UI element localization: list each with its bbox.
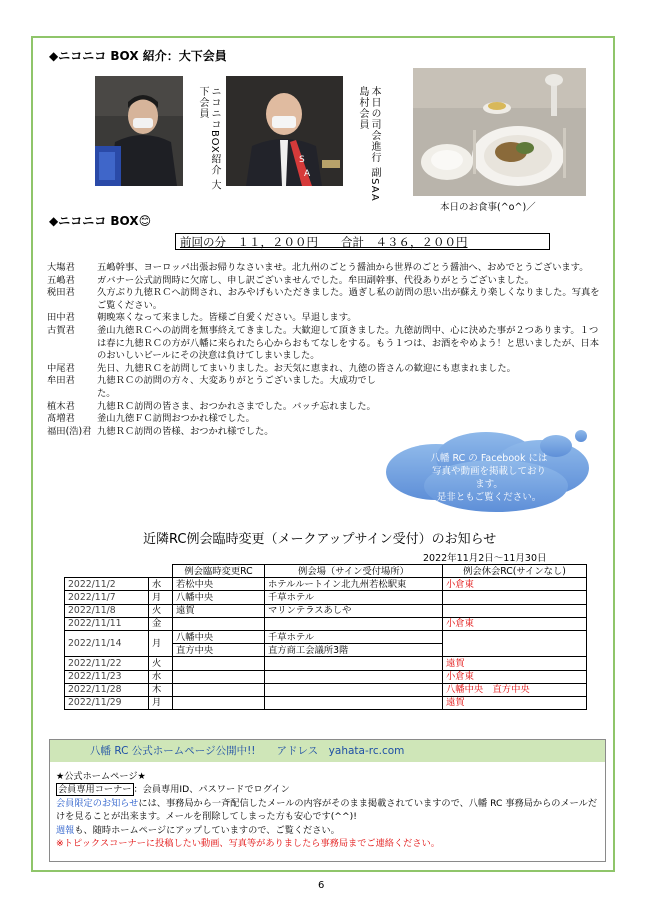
closed-cell: 小倉東 <box>443 670 587 683</box>
message-item <box>47 325 607 363</box>
dow-cell: 水 <box>149 578 173 591</box>
date-cell: 2022/11/2 <box>65 578 149 591</box>
facebook-cloud-text <box>405 452 573 504</box>
message-text: 朝晩寒くなって来ました。皆様ご自愛ください。早退します。 <box>97 312 357 324</box>
venue-cell <box>265 617 443 630</box>
message-item <box>47 363 607 376</box>
homepage-heading: ★公式ホームページ★ <box>56 771 146 782</box>
photo-meal <box>413 68 586 196</box>
homepage-box <box>49 739 606 862</box>
message-text: 九徳ＲＣ訪問の皆様、おつかれ様でした。 <box>97 425 274 437</box>
table-row <box>65 670 587 683</box>
members-corner-label: 会員専用コーナー <box>58 784 132 796</box>
svg-text:S: S <box>299 155 305 165</box>
venue-cell: マリンテラスあしや <box>265 604 443 617</box>
limited-notice-line <box>56 797 599 824</box>
message-name: 田中君 <box>47 312 75 324</box>
members-corner-text: ：会員専用ID、パスワードでログイン <box>133 784 290 796</box>
cloud-line: 写真や動画を掲載しており <box>431 466 546 477</box>
header-cell: 例会臨時変更RC <box>173 565 265 578</box>
venue-cell <box>265 670 443 683</box>
dow-cell: 月 <box>149 696 173 709</box>
message-text: 釜山九徳ＦＣ訪問おつかれ様でした。 <box>97 413 255 425</box>
closed-cell: 小倉東 <box>443 578 587 591</box>
message-text: 釜山九徳ＲＣへの訪問を無事終えてきました。大歓迎して頂きました。九徳訪問中、心に決めた事が２つあります。１つは春に九徳ＲＣの方が八幡に来られたら心からおもてなしをする。もう１つは、お酒をやめよう！と思いましたが、日本のおいしいビールにその決意は負けてしまいました。 <box>97 324 600 362</box>
caption-meal: 本日のお食事(^o^)／ <box>440 202 536 213</box>
venue-cell: 直方商工会議所3階 <box>265 644 443 657</box>
table-header-row <box>65 565 587 578</box>
cloud-line: 是非ともご覧ください。 <box>436 492 542 503</box>
dow-cell: 月 <box>149 591 173 604</box>
svg-text:A: A <box>304 169 311 179</box>
venue-cell: ホテルルートイン北九州若松駅東 <box>265 578 443 591</box>
message-name: 大塲君 <box>47 262 75 273</box>
message-name: 髙増君 <box>47 413 75 425</box>
closed-cell <box>443 630 587 656</box>
table-row <box>65 604 587 617</box>
message-item <box>47 375 377 400</box>
message-list <box>47 262 607 438</box>
venue-cell: 千草ホテル <box>265 591 443 604</box>
date-cell: 2022/11/8 <box>65 604 149 617</box>
table-row <box>65 683 587 696</box>
message-text: 久方ぶり九徳ＲＣへ訪問され、おみやげもいただきました。過ぎし私の訪問の思い出が蘇えり楽しくなりました。写真をご覧ください。 <box>97 287 600 311</box>
message-name: 牟田君 <box>47 375 75 387</box>
homepage-banner: 八幡 RC 公式ホームページ公開中!! アドレス yahata-rc.com <box>50 740 605 762</box>
caption-niconico-intro: ニコニコBOX紹介 大下会員 <box>197 86 220 191</box>
rc-cell <box>173 617 265 630</box>
rc-cell: 直方中央 <box>173 644 265 657</box>
dow-cell: 木 <box>149 683 173 696</box>
rc-cell <box>173 670 265 683</box>
venue-cell: 千草ホテル <box>265 630 443 643</box>
caption-mc: 本日の司会進行 副SAA 島村会員 <box>357 86 380 202</box>
homepage-body <box>50 762 605 850</box>
message-text: 先日、九徳ＲＣを訪問してまいりました。お天気に恵まれ、九徳の皆さんの歓迎にも恵まれました。 <box>97 362 516 374</box>
message-item <box>47 287 607 312</box>
rc-cell: 若松中央 <box>173 578 265 591</box>
dow-cell: 水 <box>149 670 173 683</box>
table-row <box>65 617 587 630</box>
dow-cell: 火 <box>149 604 173 617</box>
table-row <box>65 657 587 670</box>
members-corner-line <box>56 783 599 796</box>
message-name: 古賀君 <box>47 324 75 336</box>
message-name: 税田君 <box>47 287 75 299</box>
rc-cell <box>173 683 265 696</box>
weekly-report-text: も、随時ホームページにアップしていますので、ご覧ください。 <box>74 824 340 836</box>
date-cell: 2022/11/7 <box>65 591 149 604</box>
dow-cell: 金 <box>149 617 173 630</box>
topics-note: ※トピックスコーナーに投稿したい動画、写真等がありましたら事務局までご連絡ください。 <box>56 838 440 850</box>
message-text: 五嶋幹事、ヨーロッパ出張お帰りなさいませ。北九州のごとう醤油から世界のごとう醤油へ、おめでとうございます。 <box>97 262 589 273</box>
date-cell: 2022/11/29 <box>65 696 149 709</box>
rc-cell <box>173 696 265 709</box>
cloud-line: ます。 <box>475 479 503 490</box>
closed-cell <box>443 591 587 604</box>
venue-cell <box>265 657 443 670</box>
rc-cell: 遠賀 <box>173 604 265 617</box>
section-title-introduction: ◆ニコニコ BOX 紹介：大下会員 <box>49 49 227 63</box>
message-item <box>47 401 377 414</box>
header-cell: 例会休会RC(サインなし) <box>443 565 587 578</box>
table-row <box>65 696 587 709</box>
message-item <box>47 426 377 439</box>
message-item <box>47 275 607 288</box>
notice-date-range: 2022年11月2日～11月30日 <box>423 553 547 564</box>
dow-cell: 火 <box>149 657 173 670</box>
message-name: 植木君 <box>47 400 75 412</box>
message-name: 中尾君 <box>47 362 75 374</box>
venue-cell <box>265 683 443 696</box>
date-cell: 2022/11/23 <box>65 670 149 683</box>
table-row <box>65 591 587 604</box>
photo-speaker-oshita <box>95 76 183 186</box>
message-item <box>47 312 607 325</box>
photo-mc-shimamura <box>226 76 343 186</box>
rc-cell: 八幡中央 <box>173 630 265 643</box>
header-cell <box>149 565 173 578</box>
message-name: 福田(浩)君 <box>47 425 92 437</box>
venue-cell <box>265 696 443 709</box>
rc-cell: 八幡中央 <box>173 591 265 604</box>
weekly-report-label: 週報 <box>56 824 75 836</box>
notice-title: 近隣RC例会臨時変更（メークアップサイン受付）のお知らせ <box>143 532 497 547</box>
closed-cell: 八幡中央 直方中央 <box>443 683 587 696</box>
cloud-line: 八幡 RC の Facebook には <box>430 453 548 464</box>
limited-notice-label: 会員限定のお知らせ <box>56 797 139 809</box>
totals-box: 前回の分 １１，２００円 合計 ４３６，２００円 <box>175 233 550 250</box>
date-cell: 2022/11/11 <box>65 617 149 630</box>
table-row <box>65 578 587 591</box>
section-title-niconico: ◆ニコニコ BOX😊 <box>49 214 152 228</box>
closed-cell: 遠賀 <box>443 696 587 709</box>
date-cell: 2022/11/28 <box>65 683 149 696</box>
weekly-report-line <box>56 824 599 837</box>
message-text: 九徳ＲＣ訪問の皆さま、おつかれさまでした。バッチ忘れました。 <box>97 400 376 412</box>
message-text: 九徳ＲＣの訪問の方々、大変ありがとうございました。大成功でした。 <box>97 375 376 399</box>
closed-cell <box>443 604 587 617</box>
limited-notice-text: には、事務局から一斉配信したメールの内容がそのまま掲載されていますので、八幡 RC 事務局からのメールだけを見ることが出来ます。メールを削除してしまった方も安心です(^^)! <box>56 797 598 823</box>
message-item <box>47 413 377 426</box>
closed-cell: 小倉東 <box>443 617 587 630</box>
dow-cell: 月 <box>149 630 173 656</box>
header-cell: 例会場（サイン受付場所） <box>265 565 443 578</box>
table-row <box>65 630 587 643</box>
schedule-table <box>64 564 587 710</box>
message-name: 五嶋君 <box>47 274 75 286</box>
closed-cell: 遠賀 <box>443 657 587 670</box>
rc-cell <box>173 657 265 670</box>
message-item <box>47 262 607 275</box>
page-number: 6 <box>318 880 325 891</box>
header-cell <box>65 565 149 578</box>
date-cell: 2022/11/22 <box>65 657 149 670</box>
date-cell: 2022/11/14 <box>65 630 149 656</box>
message-text: ガバナー公式訪問時に欠席し、申し訳ございませんでした。牟田副幹事、代役ありがとうございました。 <box>97 274 534 286</box>
